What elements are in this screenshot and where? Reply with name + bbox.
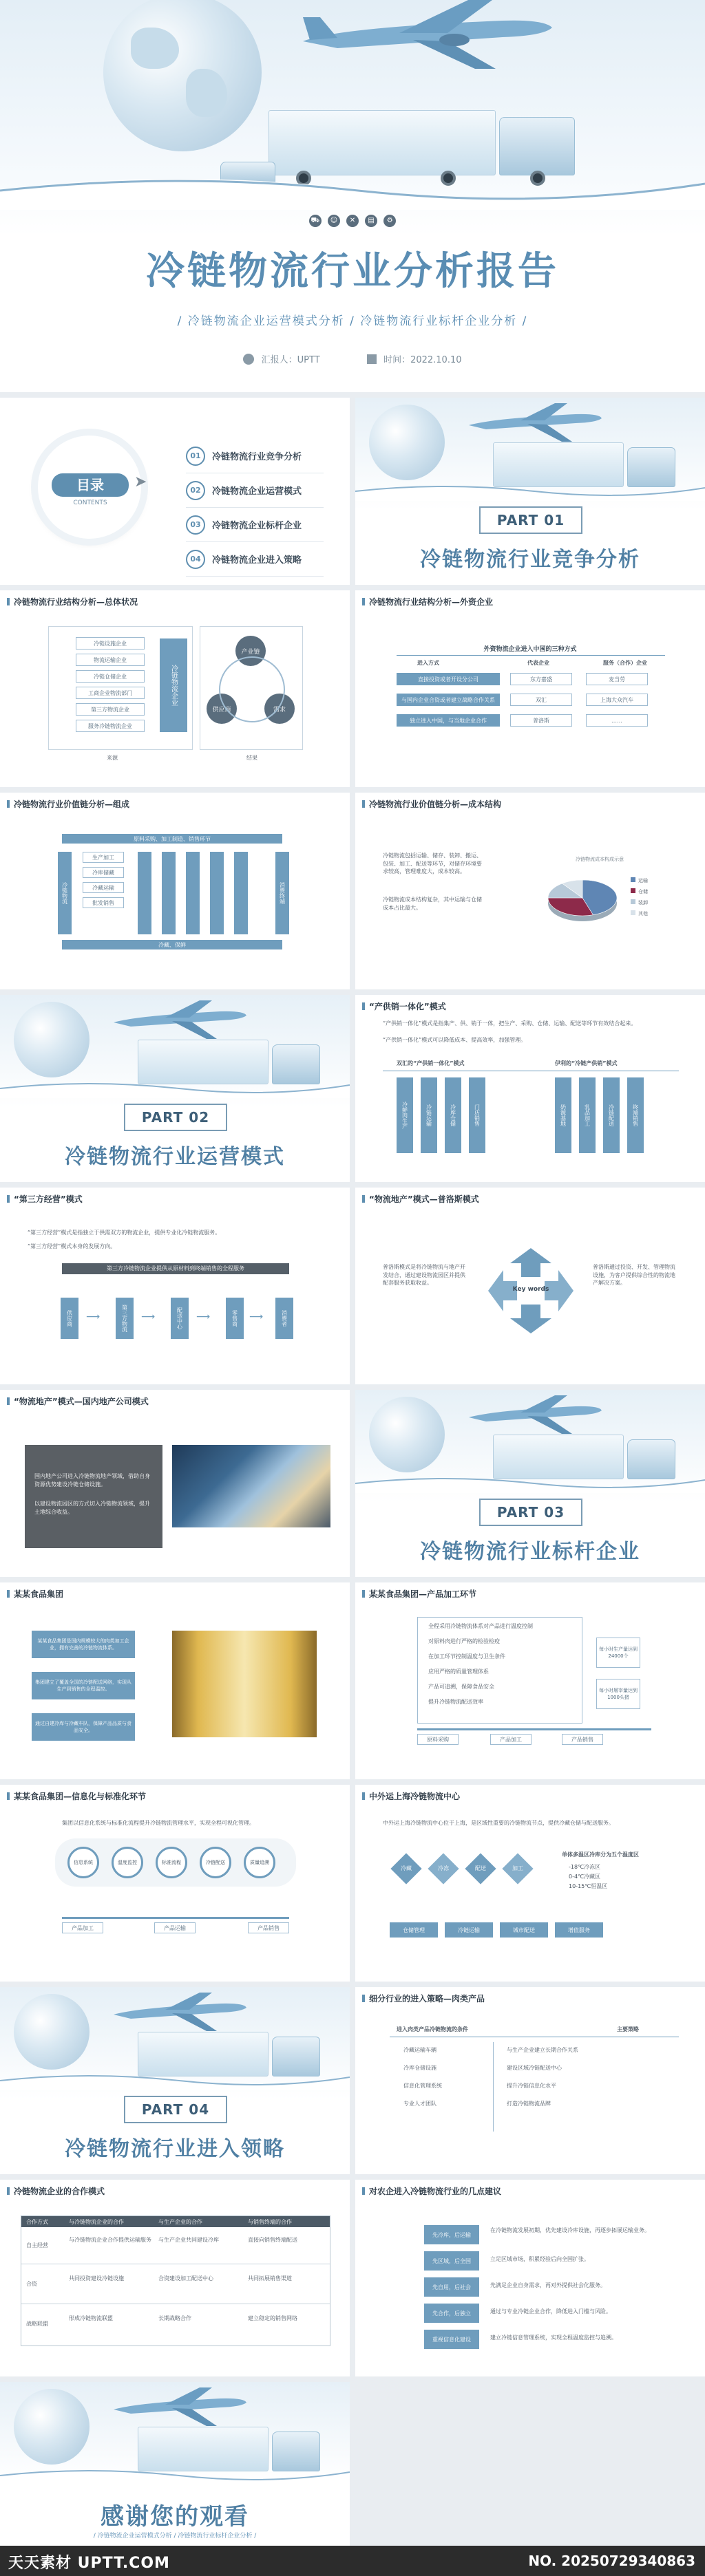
cooperation-slide [0, 2180, 350, 2376]
advice-tag: 先自用，后社会 [424, 2277, 479, 2297]
bullet-text: 冷链物流包括运输、储存、装卸、搬运、包装、加工、配送等环节，对储存环境要求较高，管理难度大，成本较高。 [383, 852, 482, 875]
left-item: 物流运输企业 [76, 654, 145, 666]
cost-pie-chart [534, 865, 665, 934]
model-column: 奶源基地 [555, 1077, 571, 1153]
foot-box: 城市配送 [500, 1922, 548, 1938]
watermark-bar [0, 2546, 705, 2576]
gear-icon: ⚙ [383, 215, 396, 227]
globe-illustration [369, 405, 445, 480]
foot-box: 冷链运输 [445, 1922, 493, 1938]
cycle-ring [219, 656, 285, 722]
slide-heading: “第三方经营”模式 [7, 1193, 83, 1205]
foot-box: 产品销售 [562, 1734, 603, 1745]
foot-label: 结果 [246, 755, 257, 761]
side-note: 每小时生产量达到24000个 [596, 1638, 640, 1668]
model-column: 冷链配送 [603, 1077, 620, 1153]
truck-icon: ⛟ [309, 215, 322, 227]
table-cell: 形成冷链物流联盟 [69, 2315, 113, 2321]
table-cell: 共同投资建设冷链设施 [69, 2275, 124, 2282]
table-cell: 独立进入中国，与当地企业合作 [397, 714, 500, 727]
advice-tag: 先冷库，后运输 [424, 2225, 479, 2244]
legend-swatch [631, 899, 635, 904]
ending-title: 感谢您的观看 [101, 2503, 249, 2531]
slide-heading: 某某食品集团—产品加工环节 [362, 1588, 476, 1600]
globe-illustration [103, 0, 262, 151]
model-column: 乳品加工 [579, 1077, 596, 1153]
column-header: 进入方式 [417, 660, 439, 666]
column-header: 服务（合作）企业 [603, 660, 647, 666]
diamond-label: 冷藏 [401, 1865, 412, 1871]
info-box: 通过自建冷库与冷藏车队，保障产品品质与食品安全。 [32, 1713, 135, 1741]
slide-heading: “产供销一体化”模式 [362, 1000, 446, 1012]
tools-icon: ✕ [346, 215, 359, 227]
list-item: 信息化管理系统 [403, 2083, 442, 2089]
foreign-slide [355, 590, 705, 787]
food-group-slide [0, 1582, 350, 1779]
structure-slide [0, 590, 350, 787]
chain-box: 批发销售 [83, 897, 124, 908]
slide-heading: 中外运上海冷链物流中心 [362, 1790, 460, 1802]
foot-box: 原料采购 [417, 1734, 459, 1745]
toc-item-num: 04 [186, 550, 205, 569]
toc-item-num: 01 [186, 447, 205, 466]
flow-box: 零售商 [226, 1298, 244, 1339]
side-column: 消费终端 [275, 852, 289, 934]
arrow-icon: ⟶ [249, 1311, 264, 1322]
section-title: 冷链物流行业进入领略 [65, 2137, 285, 2161]
paragraph: 普洛斯通过投资、开发、管理物流设施，为客户提供综合性的物流地产解决方案。 [593, 1264, 675, 1287]
toc-item-label: 冷链物流企业进入策略 [212, 555, 302, 566]
model-title: 双汇的“产供销一体化”模式 [397, 1060, 465, 1066]
info-box: 某某食品集团是国内规模较大的肉类加工企业，拥有完善的冷链物流体系。 [32, 1631, 135, 1658]
bullet-text: 产品可追溯，保障食品安全 [428, 1684, 494, 1690]
table-cell: 直接投资或者开设分公司 [397, 673, 500, 685]
column-header: 与销售终端的合作 [248, 2219, 292, 2225]
bullet-text: 在加工环节控制温度与卫生条件 [428, 1653, 505, 1660]
toc-item[interactable] [186, 542, 324, 577]
table-caption: 外资物流企业进入中国的三种方式 [483, 646, 577, 653]
process-circle: 标准流程 [156, 1847, 187, 1878]
part-label: PART 04 [124, 2096, 227, 2123]
slide-heading: 冷链物流行业结构分析—总体状况 [7, 596, 138, 608]
column-header: 合作方式 [26, 2219, 48, 2225]
model-column: 门店销售 [469, 1077, 485, 1153]
cover-date: 时间：2022.10.10 [383, 355, 462, 365]
toc-item-label: 冷链物流企业运营模式 [212, 486, 302, 497]
base-rule [417, 1728, 651, 1730]
wave-decoration [0, 2465, 350, 2485]
wave-decoration [0, 169, 705, 210]
advice-text: 建立冷链信息管理系统，实现全程温度监控与追溯。 [490, 2334, 617, 2341]
slide-heading: 冷链物流企业的合作模式 [7, 2185, 105, 2197]
chain-box: 冷藏运输 [83, 882, 124, 893]
part1-slide [355, 398, 705, 585]
cover-icon-row [0, 212, 705, 227]
globe-illustration [14, 1002, 90, 1077]
list-item: 冷藏运输车辆 [403, 2047, 436, 2053]
toc-item-num: 02 [186, 481, 205, 500]
table-cell: 双汇 [510, 694, 572, 706]
advice-text: 先满足企业自身需求，再对外提供社会化服务。 [490, 2282, 606, 2288]
slide-heading: 冷链物流行业价值链分析—组成 [7, 798, 129, 810]
bullet-text: “产供销一体化”模式是指集产、供、销于一体，把生产、采购、仓储、运输、配送等环节有效结合起来。 [383, 1020, 637, 1027]
third-party-slide [0, 1188, 350, 1384]
zone-item: 10-15℃恒温区 [569, 1883, 608, 1889]
slide-heading: 冷链物流行业价值链分析—成本结构 [362, 798, 501, 810]
model-column: 冷库仓储 [445, 1077, 461, 1153]
table-rule [397, 655, 665, 656]
table-cell: 东方嘉盛 [510, 673, 572, 685]
cover-reporter: 汇报人：UPTT [261, 355, 320, 365]
cost-slide [355, 793, 705, 989]
table-cell: 与冷链物流企业合作提供运输服务 [69, 2237, 151, 2243]
bullet-text: 冷链物流成本结构复杂，其中运输与仓储成本占比最大。 [383, 897, 482, 911]
intro-text: 中外运上海冷链物流中心位于上海，是区域性重要的冷链物流节点，提供冷藏仓储与配送服务。 [383, 1820, 614, 1826]
bullet-text: “第三方经营”模式本身的发展方向。 [28, 1243, 116, 1249]
advice-tag: 先区域，后全国 [424, 2251, 479, 2271]
table-cell: 长期战略合作 [158, 2315, 191, 2321]
legend-label: 仓储 [638, 889, 648, 894]
bullet-text: 以建设物流园区的方式切入冷链物流领域，提升土地综合收益。 [34, 1501, 150, 1515]
airplane-illustration [110, 2387, 248, 2429]
left-item: 服务冷链物流企业 [76, 720, 145, 732]
toc-item-label: 冷链物流企业标杆企业 [212, 521, 302, 531]
left-item: 工商企业物流部门 [76, 687, 145, 699]
chain-col [186, 852, 200, 934]
arrow-icon: ⟶ [141, 1311, 156, 1322]
diamond-label: 配送 [475, 1865, 486, 1871]
slide-heading: 细分行业的进入策略—肉类产品 [362, 1993, 485, 2004]
divider [493, 2042, 494, 2132]
table-cell: 战略联盟 [26, 2321, 48, 2327]
toc-item[interactable] [186, 439, 324, 473]
strategy-slide [355, 1987, 705, 2174]
toc-item-num: 03 [186, 515, 205, 535]
calendar-icon [367, 354, 377, 364]
chain-box: 冷库储藏 [83, 867, 124, 878]
bullet-text: 应用严格的质量管理体系 [428, 1668, 489, 1675]
cover-subtitle: / 冷链物流企业运营模式分析 / 冷链物流行业标杆企业分析 / [177, 314, 528, 328]
foot-label: 来源 [107, 755, 118, 761]
toc-list [186, 439, 324, 577]
foot-box: 产品运输 [154, 1922, 196, 1933]
bullet-text: “产供销一体化”模式可以降低成本、提高效率，加强管理。 [383, 1037, 527, 1043]
cover-slide [0, 0, 705, 392]
toc-item[interactable] [186, 508, 324, 542]
foot-box: 产品销售 [248, 1922, 289, 1933]
advice-text: 立足区域市场，积累经验后向全国扩张。 [490, 2256, 589, 2262]
foot-box: 产品加工 [62, 1922, 103, 1933]
warehouse-photo [172, 1631, 317, 1737]
wave-decoration [355, 1472, 705, 1493]
advice-slide [355, 2180, 705, 2376]
zone-item: 0-4℃冷藏区 [569, 1874, 601, 1880]
column-header: 与冷链物流企业的合作 [69, 2219, 124, 2225]
informatization-slide [0, 1785, 350, 1982]
table-cell: …… [586, 714, 648, 727]
zone-title: 单体多温区冷库分为五个温度区 [562, 1852, 639, 1858]
watermark-left: 天天素材 UPTT.COM [8, 2555, 170, 2572]
airplane-illustration [465, 1395, 603, 1437]
intro-text: 集团以信息化系统与标准化流程提升冷链物流管理水平，实现全程可视化管理。 [62, 1820, 255, 1826]
list-item: 与生产企业建立长期合作关系 [507, 2047, 578, 2053]
toc-slide [0, 398, 350, 585]
legend-label: 装卸 [638, 900, 648, 905]
integration-slide [355, 995, 705, 1182]
section-title: 冷链物流行业运营模式 [65, 1145, 285, 1169]
bullet-text: 国内地产公司进入冷链物流地产领域，借助自身资源优势建设冷链仓储设施。 [34, 1473, 150, 1488]
ending-slide [0, 2382, 350, 2546]
section-title: 冷链物流行业竞争分析 [420, 548, 640, 572]
center-box: 冷链物流企业 [160, 638, 187, 732]
zone-item: -18℃冷冻区 [569, 1864, 601, 1870]
top-band: 原料采购、加工制造、销售环节 [62, 834, 282, 844]
section-title: 冷链物流行业标杆企业 [420, 1540, 640, 1564]
paper-plane-icon: ➤ [134, 473, 147, 491]
list-item: 提升冷链信息化水平 [507, 2083, 556, 2089]
base-rule [62, 1917, 289, 1919]
part-label: PART 01 [479, 506, 582, 534]
table-cell: 与生产企业共同建设冷库 [158, 2237, 219, 2243]
table-cell: 建立稳定的销售网络 [248, 2315, 297, 2321]
chain-col [210, 852, 224, 934]
airplane-illustration [296, 0, 558, 76]
value-chain-slide [0, 793, 350, 989]
column-title: 进入肉类产品冷链物流的条件 [397, 2026, 468, 2032]
part3-slide [355, 1390, 705, 1577]
legend-swatch [631, 877, 635, 882]
bullet-text: 对原料肉进行严格的检验检疫 [428, 1638, 500, 1644]
toc-title-en: CONTENTS [73, 500, 107, 506]
side-note: 每小时屠宰量达到1000头猪 [596, 1679, 640, 1709]
table-cell: 与国内企业合资或者建立战略合作关系 [397, 694, 500, 706]
table-cell: 直接向销售终端配送 [248, 2237, 297, 2243]
cover-title: 冷链物流行业分析报告 [146, 249, 559, 294]
slide-heading: 冷链物流行业结构分析—外资企业 [362, 596, 493, 608]
table-cell: 合资 [26, 2281, 37, 2287]
cover-meta [0, 352, 705, 365]
table-cell: 上海大众汽车 [586, 694, 648, 706]
legend-label: 其他 [638, 911, 648, 916]
advice-tag: 先合作，后独立 [424, 2304, 479, 2323]
ending-subtitle: / 冷链物流企业运营模式分析 / 冷链物流行业标杆企业分析 / [93, 2533, 257, 2540]
dark-panel [25, 1445, 162, 1548]
left-item: 第三方物流企业 [76, 703, 145, 716]
foot-box: 产品加工 [490, 1734, 532, 1745]
advice-text: 通过与专业冷链企业合作，降低进入门槛与风险。 [490, 2308, 611, 2315]
process-circle: 冷链配送 [200, 1847, 231, 1878]
table-cell: 普洛斯 [510, 714, 572, 727]
product-chain-slide [355, 1582, 705, 1779]
bullet-text: “第三方经营”模式是指独立于供需双方的物流企业，提供专业化冷链物流服务。 [28, 1230, 221, 1236]
toc-title-badge [52, 473, 129, 497]
bottom-band: 冷藏、保鲜 [62, 940, 282, 949]
model-column: 终端销售 [627, 1077, 644, 1153]
model-title: 伊利的“冷链产供销”模式 [555, 1060, 618, 1066]
flow-box: 供应商 [61, 1298, 78, 1339]
process-circle: 质量追溯 [244, 1847, 275, 1878]
chain-col [162, 852, 176, 934]
toc-title: 目录 [76, 477, 104, 493]
foot-box: 仓储管理 [390, 1922, 438, 1938]
wave-decoration [0, 1077, 350, 1098]
chain-col [234, 852, 248, 934]
list-item: 冷库仓储设施 [403, 2065, 436, 2071]
table-cell: 麦当劳 [586, 673, 648, 685]
watermark-right: NO. 20250729340863 [528, 2553, 695, 2569]
legend-label: 运输 [638, 878, 648, 883]
slide-heading: “物流地产”模式—普洛斯模式 [362, 1193, 479, 1205]
legend-swatch [631, 888, 635, 893]
left-item: 冷链设施企业 [76, 637, 145, 650]
info-box: 集团建立了覆盖全国的冷链配送网络，实现从生产到销售的全程温控。 [32, 1672, 135, 1699]
reporter-icon [243, 354, 254, 365]
real-estate-slide [355, 1188, 705, 1384]
diamond-label: 冷冻 [438, 1865, 449, 1871]
side-column: 冷链物流 [58, 852, 72, 934]
paragraph: 普洛斯模式是将冷链物流与地产开发结合，通过建设物流园区并提供配套服务获取收益。 [383, 1264, 465, 1287]
part4-slide [0, 1987, 350, 2174]
globe-illustration [14, 1994, 90, 2070]
left-item: 冷链仓储企业 [76, 670, 145, 683]
flow-box: 第三方物流 [116, 1298, 134, 1339]
list-item: 打造冷链物流品牌 [507, 2101, 551, 2107]
truck-photo [172, 1445, 330, 1527]
bullet-text: 提升冷链物流配送效率 [428, 1699, 483, 1705]
column-title: 主要策略 [617, 2026, 639, 2032]
people-icon: ☺ [328, 215, 340, 227]
globe-illustration [369, 1397, 445, 1472]
part-label: PART 02 [124, 1104, 227, 1131]
chain-col [138, 852, 151, 934]
advice-text: 在冷链物流发展初期，优先建设冷库设施，再逐步拓展运输业务。 [490, 2227, 650, 2233]
airplane-illustration [110, 1000, 248, 1042]
cycle-circle: 产业链 [235, 636, 266, 666]
wave-decoration [0, 2070, 350, 2090]
list-item: 建设区域冷链配送中心 [507, 2065, 562, 2071]
process-circle: 温度监控 [112, 1847, 143, 1878]
part-label: PART 03 [479, 1499, 582, 1526]
key-words-label: Key words [512, 1286, 549, 1293]
slide-heading: 对农企进入冷链物流行业的几点建议 [362, 2185, 501, 2197]
globe-illustration [14, 2389, 90, 2465]
arrow-icon: ⟶ [86, 1311, 101, 1322]
cycle-circle: 需求 [264, 694, 295, 724]
column-header: 与生产企业的合作 [158, 2219, 202, 2225]
model-column: 冷鲜肉生产 [397, 1077, 413, 1153]
part2-slide [0, 995, 350, 1182]
building-icon: ▤ [365, 215, 377, 227]
toc-item[interactable] [186, 473, 324, 508]
list-item: 专业人才团队 [403, 2101, 436, 2107]
chain-box: 生产加工 [83, 852, 124, 863]
legend-swatch [631, 910, 635, 915]
wave-decoration [355, 480, 705, 501]
slide-heading: 某某食品集团—信息化与标准化环节 [7, 1790, 146, 1802]
arrow-icon: ⟶ [196, 1311, 211, 1322]
shanghai-slide [355, 1785, 705, 1982]
model-column: 冷链运输 [421, 1077, 437, 1153]
slide-heading: “物流地产”模式—国内地产公司模式 [7, 1395, 149, 1407]
table-cell: 共同拓展销售渠道 [248, 2275, 292, 2282]
column-header: 代表企业 [527, 660, 549, 666]
bullet-text: 全程采用冷链物流体系对产品进行温度控制 [428, 1623, 533, 1629]
cycle-circle: 供应商 [207, 694, 237, 724]
slide-heading: 某某食品集团 [7, 1588, 63, 1600]
airplane-illustration [110, 1993, 248, 2034]
domestic-slide [0, 1390, 350, 1577]
foot-box: 增值服务 [555, 1922, 603, 1938]
flow-box: 配送中心 [171, 1298, 189, 1339]
airplane-illustration [465, 403, 603, 444]
table-cell: 自主经营 [26, 2242, 48, 2248]
flow-banner: 第三方冷链物流企业提供从原材料到终端销售的全程服务 [62, 1263, 289, 1274]
advice-tag: 重视信息化建设 [424, 2330, 479, 2349]
toc-item-label: 冷链物流行业竞争分析 [212, 452, 302, 462]
diamond-label: 加工 [512, 1865, 523, 1871]
table-cell: 合资建设加工配送中心 [158, 2275, 213, 2282]
flow-box: 消费者 [275, 1298, 293, 1339]
chart-title: 冷链物流成本构成示意 [576, 857, 624, 862]
process-circle: 信息系统 [67, 1847, 99, 1878]
